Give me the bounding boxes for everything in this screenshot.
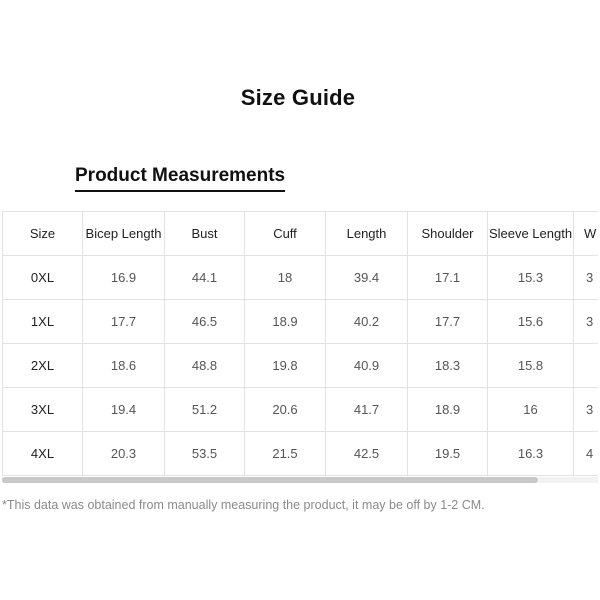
header-bust: Bust — [165, 212, 245, 256]
header-shoulder: Shoulder — [408, 212, 488, 256]
header-bicep-length: Bicep Length — [83, 212, 165, 256]
table-cell: 15.8 — [488, 344, 574, 388]
header-sleeve-length: Sleeve Length — [488, 212, 574, 256]
table-row — [3, 388, 599, 432]
table-cell: 19.5 — [408, 432, 488, 476]
table-cell: 3 — [574, 300, 599, 344]
table-row — [3, 344, 599, 388]
table-row — [3, 432, 599, 476]
table-cell: 4 — [574, 432, 599, 476]
table-cell: 3 — [574, 256, 599, 300]
measurement-table-container[interactable] — [2, 211, 598, 481]
table-cell: 48.8 — [165, 344, 245, 388]
table-cell: 17.7 — [83, 300, 165, 344]
table-header-row — [3, 212, 599, 256]
table-cell: 17.7 — [408, 300, 488, 344]
table-cell: 40.2 — [326, 300, 408, 344]
table-row — [3, 300, 599, 344]
header-length: Length — [326, 212, 408, 256]
table-cell: 18.3 — [408, 344, 488, 388]
table-cell: 20.6 — [245, 388, 326, 432]
table-cell: 19.4 — [83, 388, 165, 432]
size-cell: 3XL — [3, 388, 83, 432]
header-size: Size — [3, 212, 83, 256]
table-cell: 19.8 — [245, 344, 326, 388]
table-cell: 15.6 — [488, 300, 574, 344]
table-cell: 3 — [574, 388, 599, 432]
scrollbar-thumb[interactable] — [2, 477, 538, 483]
table-cell: 42.5 — [326, 432, 408, 476]
measurement-disclaimer: *This data was obtained from manually measuring the product, it may be off by 1-2 CM. — [2, 498, 485, 512]
table-cell: 51.2 — [165, 388, 245, 432]
size-cell: 4XL — [3, 432, 83, 476]
size-cell: 0XL — [3, 256, 83, 300]
table-cell: 41.7 — [326, 388, 408, 432]
table-cell: 39.4 — [326, 256, 408, 300]
table-cell: 18 — [245, 256, 326, 300]
table-cell — [574, 344, 599, 388]
page-title: Size Guide — [240, 85, 356, 110]
section-heading: Product Measurements — [75, 165, 285, 192]
table-cell: 16.3 — [488, 432, 574, 476]
horizontal-scrollbar[interactable] — [2, 477, 598, 483]
header-truncated: W — [574, 212, 599, 256]
table-cell: 16.9 — [83, 256, 165, 300]
table-cell: 53.5 — [165, 432, 245, 476]
table-cell: 18.6 — [83, 344, 165, 388]
size-cell: 2XL — [3, 344, 83, 388]
table-cell: 20.3 — [83, 432, 165, 476]
table-cell: 21.5 — [245, 432, 326, 476]
size-cell: 1XL — [3, 300, 83, 344]
table-cell: 46.5 — [165, 300, 245, 344]
table-cell: 44.1 — [165, 256, 245, 300]
table-row — [3, 256, 599, 300]
table-cell: 15.3 — [488, 256, 574, 300]
header-cuff: Cuff — [245, 212, 326, 256]
table-cell: 18.9 — [245, 300, 326, 344]
table-cell: 17.1 — [408, 256, 488, 300]
table-cell: 16 — [488, 388, 574, 432]
table-cell: 18.9 — [408, 388, 488, 432]
table-cell: 40.9 — [326, 344, 408, 388]
measurement-table — [2, 211, 598, 476]
